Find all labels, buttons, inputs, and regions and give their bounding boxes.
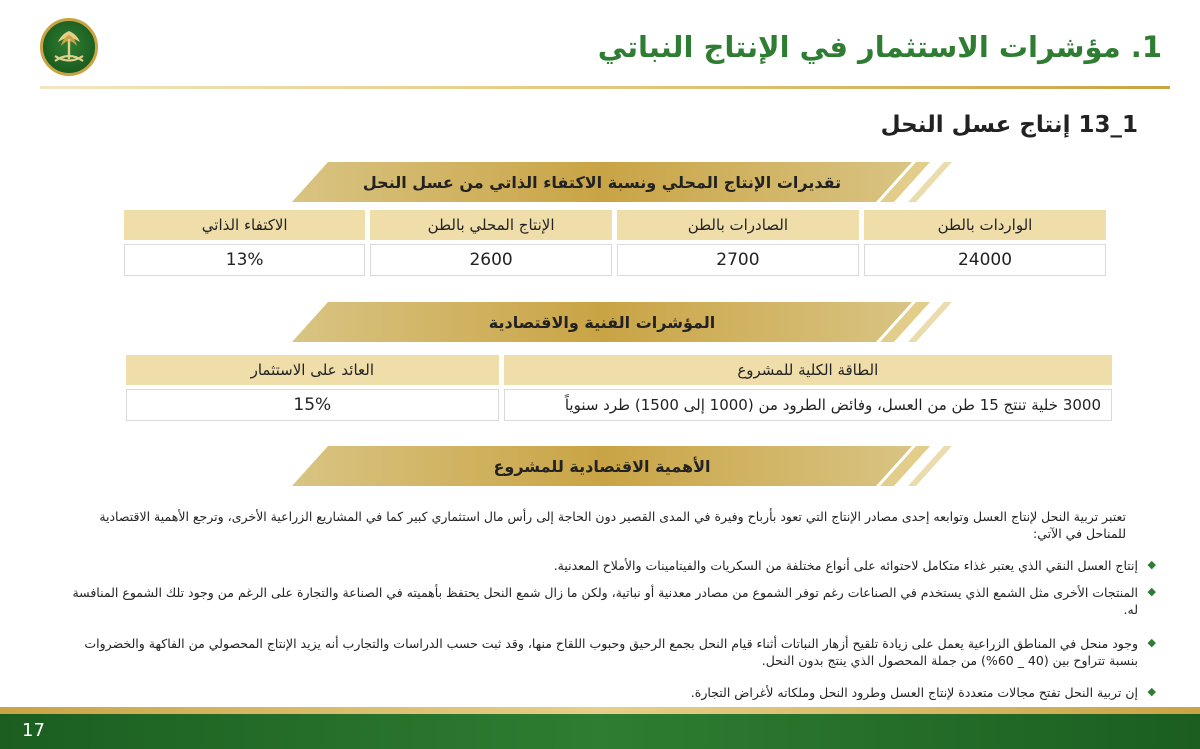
production-header-cell: الاكتفاء الذاتي [124, 210, 365, 240]
indicators-banner [292, 302, 952, 342]
production-value-cell: 13% [124, 244, 365, 276]
production-header-cell: الواردات بالطن [864, 210, 1106, 240]
production-value-row [124, 244, 1106, 276]
list-item-text: وجود منحل في المناطق الزراعية يعمل على زيادة تلقيح أزهار النباتات أثناء قيام النحل بجمع الرحيق وحبوب اللقاح منها، وقد ثبت حسب الدراسات والتجارب أنه يزيد الإنتاج المحصولي من الفاكهة والخضروات بنسبة تتراوح بين (40 _ 60%) من جملة المحصول الذي ينتج بدون النحل. [84, 636, 1138, 668]
production-value-cell: 24000 [864, 244, 1106, 276]
list-item-text: إن تربية النحل تفتح مجالات متعددة لإنتاج العسل وطرود النحل وملكاته لأغراض التجارة. [690, 685, 1138, 700]
production-banner [292, 162, 952, 202]
list-item-text: المنتجات الأخرى مثل الشمع الذي يستخدم في الصناعات رغم توفر الشموع من مصادر معدنية أو نباتية، ولكن ما زال شمع النحل يحتفظ بأهميته في الصناعة والتجارة على الرغم من وجود تلك الشموع المنافسة له. [72, 585, 1138, 617]
indicators-banner-text: المؤشرات الفنية والاقتصادية [488, 312, 716, 332]
production-value-cell: 2600 [370, 244, 611, 276]
palm-swords-emblem-icon [43, 21, 95, 73]
importance-intro: تعتبر تربية النحل لإنتاج العسل وتوابعه إحدى مصادر الإنتاج التي تعود بأرباح وفيرة في المدى القصير دون الحاجة إلى رأس مال استثماري كبير كما في المشاريع الزراعية الأخرى، وترجع الأهمية الاقتصادية للمناحل في الآتي: [99, 509, 1126, 541]
indicators-header-cell: العائد على الاستثمار [126, 355, 499, 385]
diamond-bullet-icon: ◆ [1147, 585, 1156, 598]
header-divider [40, 86, 1170, 89]
diamond-bullet-icon: ◆ [1147, 636, 1156, 649]
production-header-cell: الصادرات بالطن [617, 210, 859, 240]
production-table [119, 206, 1111, 280]
indicators-value-row [126, 389, 1112, 421]
list-item-text: إنتاج العسل النقي الذي يعتبر غذاء متكامل لاحتوائه على أنواع مختلفة من السكريات والفيتامينات والأملاح المعدنية. [553, 558, 1138, 573]
section-title: 1_13 إنتاج عسل النحل [880, 112, 1138, 138]
importance-banner [292, 446, 952, 486]
production-header-cell: الإنتاج المحلي بالطن [370, 210, 611, 240]
list-item [60, 635, 1156, 669]
diamond-bullet-icon: ◆ [1147, 685, 1156, 698]
indicators-value-cell: 15% [126, 389, 499, 421]
list-item [60, 557, 1156, 574]
page-number: 17 [22, 720, 45, 741]
indicators-header-cell: الطاقة الكلية للمشروع [504, 355, 1112, 385]
production-header-row [124, 210, 1106, 240]
production-value-cell: 2700 [617, 244, 859, 276]
logo-emblem [40, 18, 98, 76]
page-title: 1. مؤشرات الاستثمار في الإنتاج النباتي [597, 30, 1162, 64]
importance-banner-text: الأهمية الاقتصادية للمشروع [493, 456, 711, 476]
list-item [60, 584, 1156, 618]
list-item [60, 684, 1156, 701]
footer-gold-band [0, 707, 1200, 714]
indicators-table [121, 351, 1117, 425]
production-banner-text: تقديرات الإنتاج المحلي ونسبة الاكتفاء الذاتي من عسل النحل [362, 172, 842, 192]
diamond-bullet-icon: ◆ [1147, 558, 1156, 571]
indicators-header-row [126, 355, 1112, 385]
footer-bar [0, 714, 1200, 749]
indicators-value-cell: 3000 خلية تنتج 15 طن من العسل، وفائض الطرود من (1000 إلى 1500) طرد سنوياً [504, 389, 1112, 421]
